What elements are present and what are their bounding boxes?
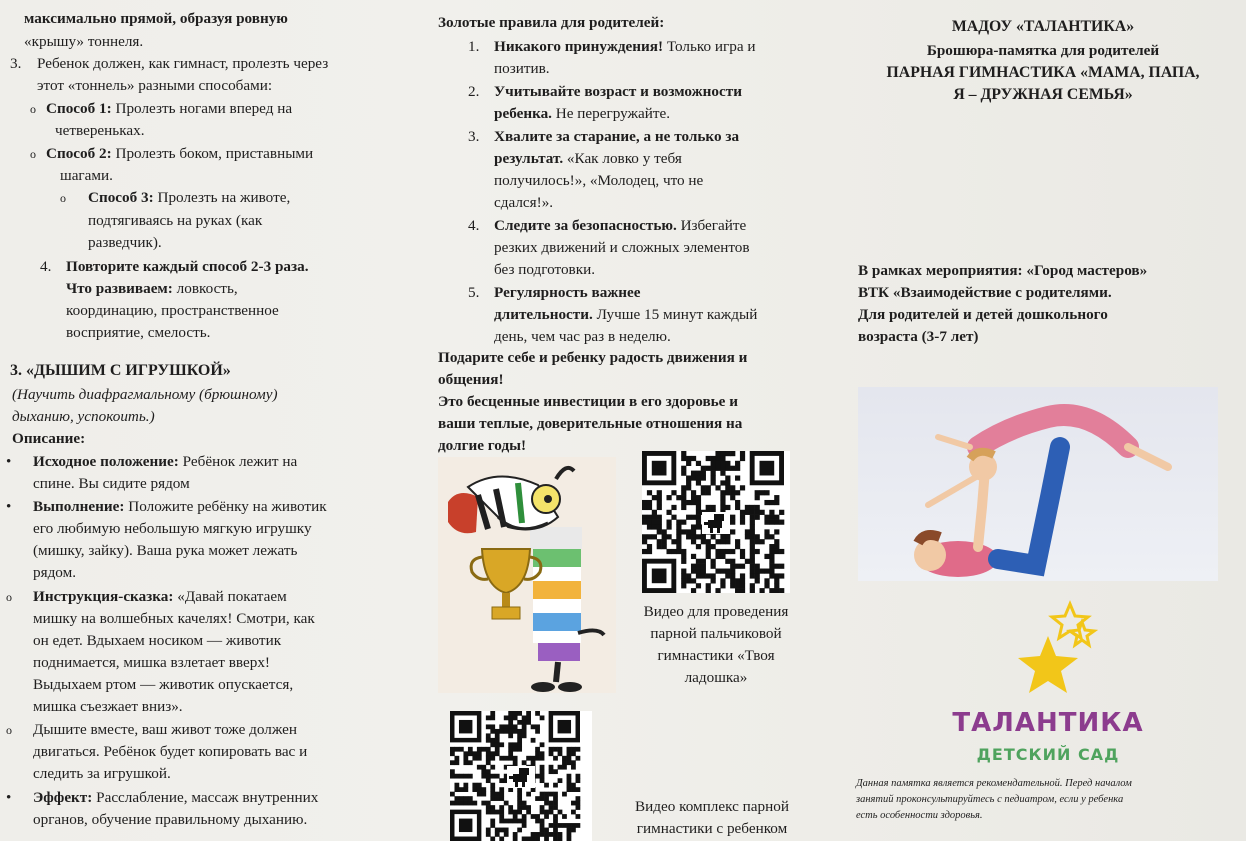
list-item: Способ 2: Пролезть боком, приставными — [46, 145, 314, 162]
list-item: подтягиваясь на руках (как — [88, 212, 263, 229]
star-logo-icon — [1008, 598, 1098, 704]
list-number: 4. — [40, 258, 52, 275]
list-item: Способ 1: Пролезть ногами вперед на — [46, 100, 293, 117]
rule-item: получилось!», «Молодец, что не — [494, 172, 704, 189]
list-number: 3. — [468, 128, 480, 145]
bullet-icon: • — [6, 498, 12, 515]
closing-text: долгие годы! — [438, 437, 527, 454]
list-item: Выполнение: Положите ребёнку на животик — [33, 498, 327, 515]
bullet-icon: • — [6, 453, 12, 470]
list-number: 2. — [468, 83, 480, 100]
circle-bullet-icon: o — [60, 191, 66, 205]
qr-code-pair-gym[interactable] — [450, 711, 592, 841]
section-goal: (Научить диафрагмальному (брюшному) — [12, 386, 278, 403]
intro-line: «крышу» тоннеля. — [24, 33, 144, 50]
description-label: Описание: — [12, 430, 86, 447]
circle-bullet-icon: o — [6, 723, 12, 737]
closing-text: Подарите себе и ребенку радость движения и — [438, 349, 748, 366]
event-info: возраста (3-7 лет) — [858, 328, 979, 345]
rule-item: длительности. Лучше 15 минут каждый — [494, 306, 758, 323]
disclaimer-note: Данная памятка является рекомендательной. Перед началом — [856, 778, 1132, 789]
list-number: 1. — [468, 38, 480, 55]
qr-caption: Видео комплекс парной — [635, 798, 789, 815]
qr-caption: Видео для проведения — [643, 603, 789, 620]
circle-bullet-icon: o — [30, 102, 36, 116]
rule-item: Регулярность важнее — [494, 284, 641, 301]
brochure-subtitle: Брошюра-памятка для родителей — [926, 42, 1160, 59]
brochure-title: Я – ДРУЖНАЯ СЕМЬЯ» — [953, 86, 1133, 103]
list-item: он едет. Вдыхаем носиком — животик — [33, 632, 282, 649]
qr-caption: гимнастики с ребенком — [636, 820, 788, 837]
list-item: Инструкция-сказка: «Давай покатаем — [33, 588, 287, 605]
disclaimer-note: занятий проконсультируйтесь с педиатром, если у ребенка — [856, 794, 1124, 805]
logo-name: ТАЛАНТИКА — [952, 708, 1144, 738]
qr-caption: гимнастики «Твоя — [657, 647, 775, 664]
list-item: рядом. — [33, 564, 77, 581]
pair-gymnastics-photo — [858, 387, 1218, 581]
organization-name: МАДОУ «ТАЛАНТИКА» — [951, 18, 1135, 35]
intro-line: максимально прямой, образуя ровную — [24, 10, 288, 27]
list-number: 4. — [468, 217, 480, 234]
rule-item: без подготовки. — [494, 261, 596, 278]
list-item: Что развиваем: ловкость, — [66, 280, 238, 297]
closing-text: общения! — [438, 371, 504, 388]
list-item: поднимается, мишка взлетает вверх! — [33, 654, 270, 671]
list-item: Ребенок должен, как гимнаст, пролезть через — [37, 55, 329, 72]
qr-code-finger-gym[interactable] — [642, 451, 790, 593]
rule-item: Учитывайте возраст и возможности — [494, 83, 742, 100]
circle-bullet-icon: o — [30, 147, 36, 161]
list-number: 3. — [10, 55, 22, 72]
list-item: координацию, пространственное — [66, 302, 279, 319]
list-item: Эффект: Расслабление, массаж внутренних — [33, 789, 319, 806]
brochure-title: ПАРНАЯ ГИМНАСТИКА «МАМА, ПАПА, — [886, 64, 1200, 81]
list-item: Дышите вместе, ваш живот тоже должен — [33, 721, 297, 738]
rule-item: результат. «Как ловко у тебя — [494, 150, 682, 167]
rule-item: Хвалите за старание, а не только за — [494, 128, 740, 145]
closing-text: Это бесценные инвестиции в его здоровье и — [438, 393, 738, 410]
rule-item: день, чем час раз в неделю. — [494, 328, 671, 345]
list-item: разведчик). — [88, 234, 162, 251]
rule-item: резких движений и сложных элементов — [494, 239, 750, 256]
rules-title: Золотые правила для родителей: — [438, 14, 665, 31]
list-item: этот «тоннель» разными способами: — [37, 77, 273, 94]
section-goal: дыханию, успокоить.) — [12, 408, 155, 425]
rule-item: Следите за безопасностью. Избегайте — [494, 217, 747, 234]
list-item: мишку на волшебных качелях! Смотри, как — [33, 610, 315, 627]
logo-subtitle: ДЕТСКИЙ САД — [976, 745, 1120, 764]
rule-item: сдался!». — [494, 194, 554, 211]
list-item: Исходное положение: Ребёнок лежит на — [33, 453, 298, 470]
rule-item: позитив. — [494, 60, 550, 77]
list-item: следить за игрушкой. — [33, 765, 171, 782]
list-item: Способ 3: Пролезть на животе, — [88, 189, 291, 206]
list-item: Повторите каждый способ 2-3 раза. — [66, 258, 309, 275]
list-item: его любимую небольшую мягкую игрушку — [33, 520, 312, 537]
list-item: двигаться. Ребёнок будет копировать вас и — [33, 743, 308, 760]
rule-item: ребенка. Не перегружайте. — [494, 105, 671, 122]
bullet-icon: • — [6, 789, 12, 806]
qr-caption: ладошка» — [684, 669, 748, 686]
list-item: (мишку, зайку). Ваша рука может лежать — [33, 542, 298, 559]
list-number: 5. — [468, 284, 480, 301]
list-item: четвереньках. — [55, 122, 145, 139]
list-item: шагами. — [60, 167, 113, 184]
list-item: восприятие, смелость. — [66, 324, 211, 341]
list-item: спине. Вы сидите рядом — [33, 475, 190, 492]
list-item: мишка съезжает вниз». — [33, 698, 183, 715]
circle-bullet-icon: o — [6, 590, 12, 604]
qr-caption: парной пальчиковой — [650, 625, 782, 642]
section-title: 3. «ДЫШИМ С ИГРУШКОЙ» — [10, 362, 231, 379]
event-info: В рамках мероприятия: «Город мастеров» — [858, 262, 1148, 279]
list-item: органов, обучение правильному дыханию. — [33, 811, 308, 828]
event-info: Для родителей и детей дошкольного — [858, 306, 1108, 323]
closing-text: ваши теплые, доверительные отношения на — [438, 415, 743, 432]
list-item: Выдыхаем ртом — животик опускается, — [33, 676, 294, 693]
rule-item: Никакого принуждения! Только игра и — [494, 38, 756, 55]
disclaimer-note: есть особенности здоровья. — [856, 810, 983, 821]
zebra-trophy-illustration — [438, 457, 616, 693]
event-info: ВТК «Взаимодействие с родителями. — [858, 284, 1112, 301]
